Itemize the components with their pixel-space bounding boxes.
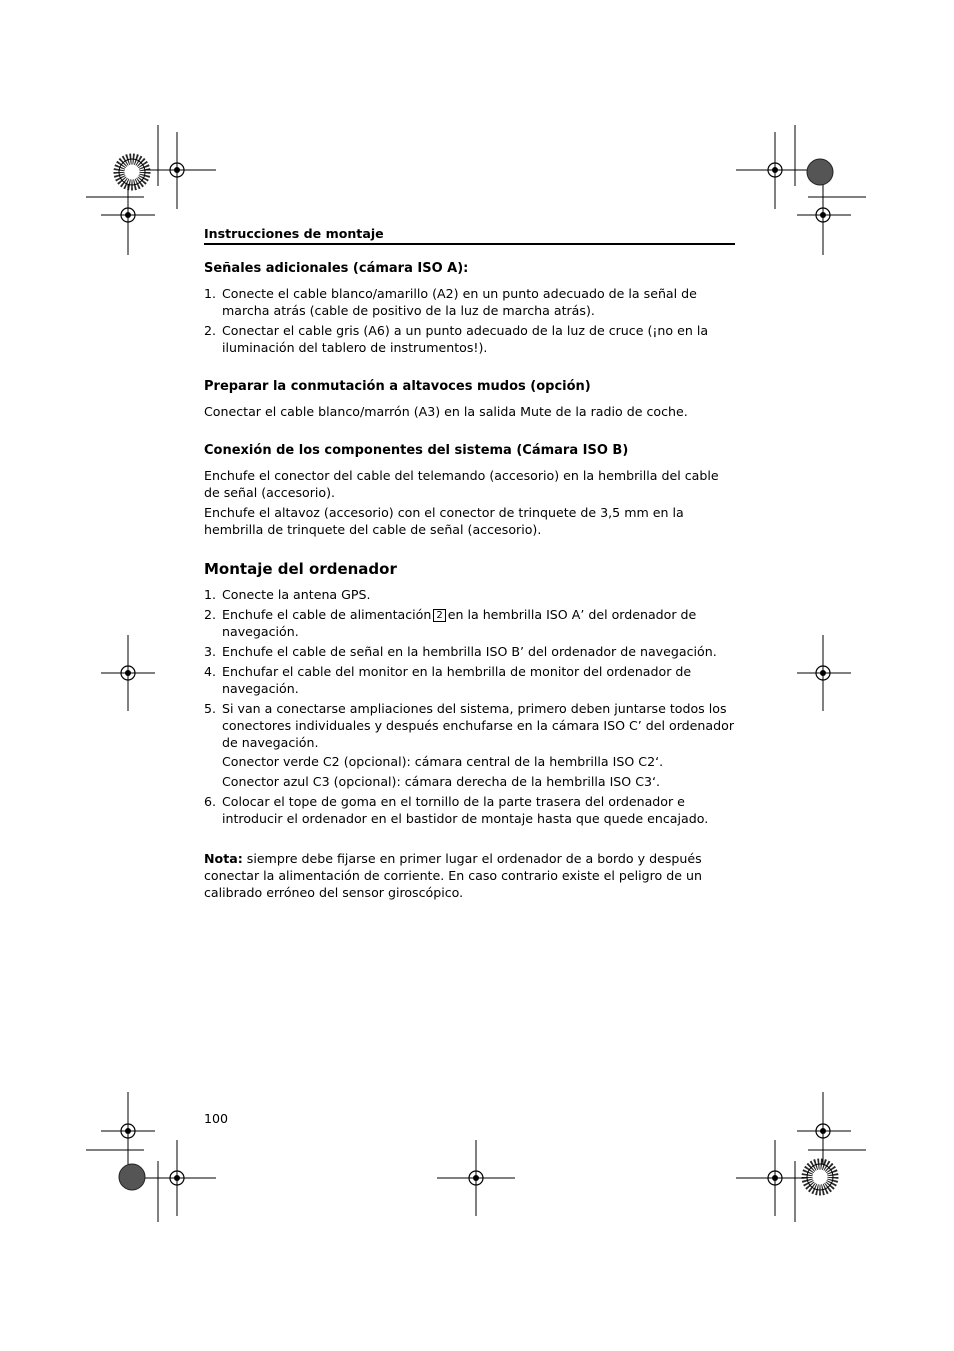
system-heading: Conexión de los componentes del sistema (Cámara ISO B) (204, 443, 629, 458)
figure-reference-box: 2 (433, 609, 445, 622)
list-item: 2. Conectar el cable gris (A6) a un punto adecuado de la luz de cruce (¡no en la iluminación del tablero de instrumentos!). (204, 323, 709, 355)
note-label: Nota: (204, 851, 243, 866)
mute-paragraph: Conectar el cable blanco/marrón (A3) en la salida Mute de la radio de coche. (204, 404, 688, 419)
list-item: 5. Si van a conectarse ampliaciones del sistema, primero deben juntarse todos los conectores individuales y después enchufarse en la cámara ISO C’ del ordenador de navegación. (204, 701, 735, 750)
list-item: 2. Enchufe el cable de alimentación 2 en la hembrilla ISO A’ del ordenador de navegación. (204, 607, 697, 639)
computer-heading: Montaje del ordenador (204, 560, 397, 578)
page-number: 100 (204, 1111, 229, 1126)
system-paragraph-2: Enchufe el altavoz (accesorio) con el conector de trinquete de 3,5 mm en la hembrilla de trinquete del cable de señal (accesorio). (204, 505, 684, 537)
system-paragraph-1: Enchufe el conector del cable del telemando (accesorio) en la hembrilla del cable de señal (accesorio). (204, 468, 719, 500)
list-item: 1. Conecte el cable blanco/amarillo (A2) en un punto adecuado de la señal de marcha atrás (cable de positivo de la luz de marcha atrás). (204, 286, 697, 318)
header-rule (204, 243, 735, 245)
list-item: 3. Enchufe el cable de señal en la hembrilla ISO B’ del ordenador de navegación. (204, 644, 717, 659)
signals-heading: Señales adicionales (cámara ISO A): (204, 261, 469, 276)
list-item: 1. Conecte la antena GPS. (204, 587, 371, 602)
running-header: Instrucciones de montaje (204, 226, 384, 241)
mute-heading: Preparar la conmutación a altavoces mudos (opción) (204, 379, 591, 394)
connector-note-green: Conector verde C2 (opcional): cámara central de la hembrilla ISO C2‘. (222, 754, 664, 769)
list-item: 6. Colocar el tope de goma en el tornillo de la parte trasera del ordenador e introducir el ordenador en el bastidor de montaje hasta que quede encajado. (204, 794, 709, 826)
connector-note-blue: Conector azul C3 (opcional): cámara derecha de la hembrilla ISO C3‘. (222, 774, 661, 789)
note-paragraph: Nota: siempre debe fijarse en primer lugar el ordenador de a bordo y después conectar la alimentación de corriente. En caso contrario existe el peligro de un calibrado erróneo del sensor giroscópico. (204, 851, 702, 900)
list-item: 4. Enchufar el cable del monitor en la hembrilla de monitor del ordenador de navegación. (204, 664, 692, 696)
